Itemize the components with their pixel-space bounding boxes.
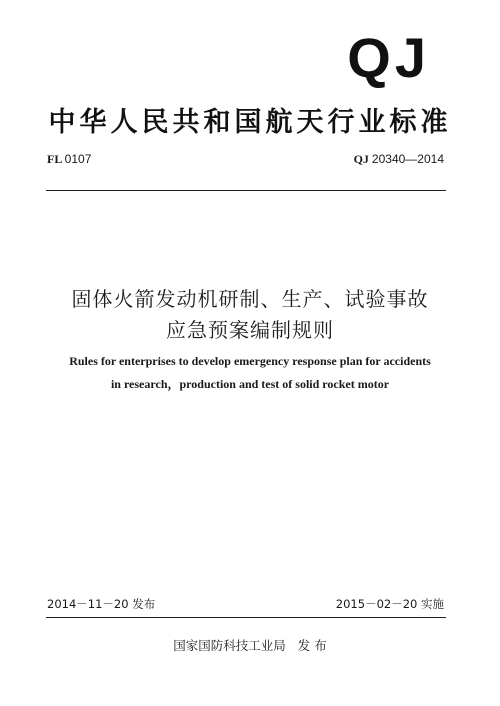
classification-label: FL <box>47 152 62 166</box>
english-title-line-1: Rules for enterprises to develop emergency response plan for accidents <box>69 354 431 368</box>
standard-number <box>354 152 444 167</box>
issuing-authority: 国家国防科技工业局 发 布 <box>173 638 327 653</box>
bottom-divider <box>46 617 446 618</box>
standard-category-title: 中华人民共和国航天行业标准 <box>48 107 452 138</box>
classification-code <box>47 152 91 167</box>
issue-date: 2014－11－20 发布 <box>47 597 156 611</box>
chinese-title-line-2: 应急预案编制规则 <box>166 318 334 342</box>
classification-number: 0107 <box>64 152 92 166</box>
standard-number-value: 20340—2014 <box>371 152 444 166</box>
top-divider <box>46 190 446 191</box>
standard-prefix: QJ <box>353 152 369 166</box>
qj-logo: QJ <box>347 26 430 89</box>
english-title-line-2: in research，production and test of solid rocket motor <box>110 377 390 391</box>
chinese-title-line-1: 固体火箭发动机研制、生产、试验事故 <box>71 287 429 311</box>
implementation-date: 2015－02－20 实施 <box>335 597 444 611</box>
